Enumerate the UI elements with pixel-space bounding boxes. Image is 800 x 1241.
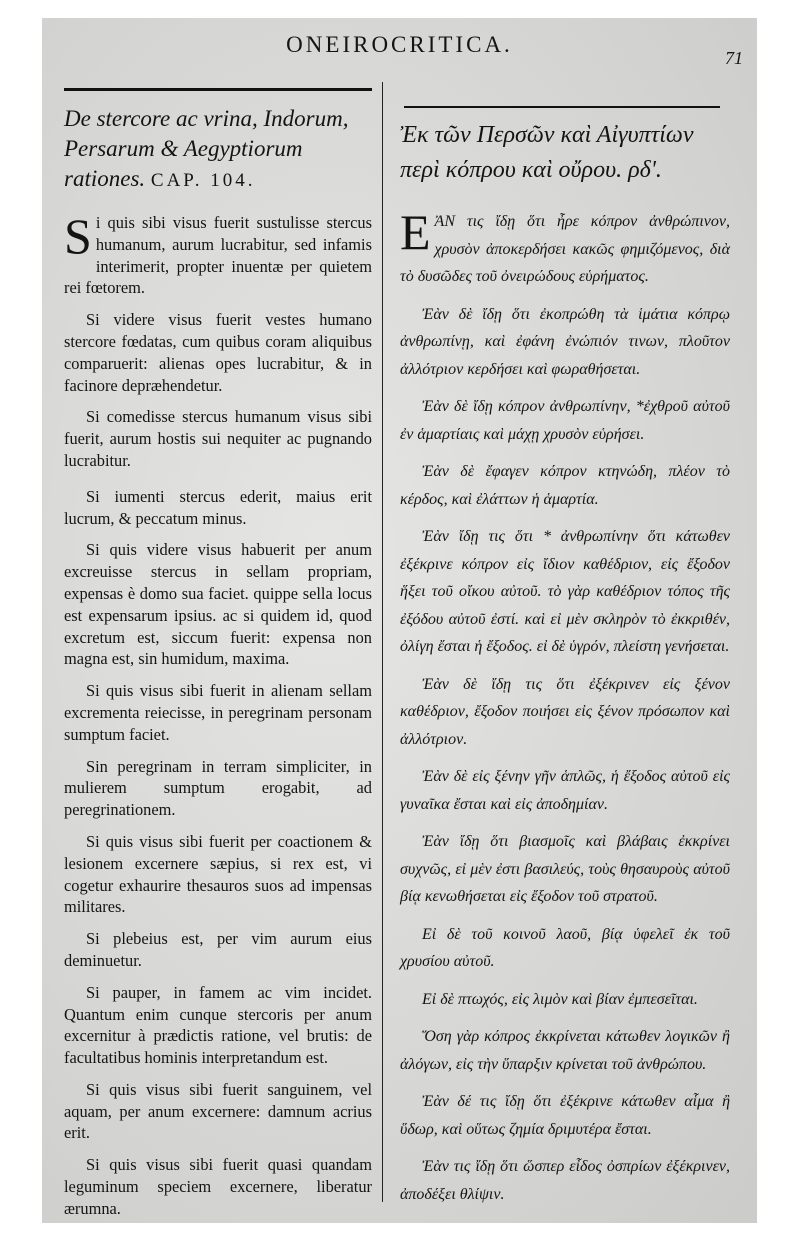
right-title-rule (404, 106, 720, 108)
greek-paragraph: Εἰ δὲ πτωχός, εἰς λιμὸν καὶ βίαν ἐμπεσεῖται. (422, 990, 698, 1008)
chapter-number: CAP. 104. (150, 170, 256, 191)
latin-paragraph: Si quis visus sibi fuerit per coactionem & lesionem excernere sæpius, si rex est, vi cogetur exhaurire thesauros suos ad impensas militares. (64, 831, 372, 917)
latin-paragraph-text: i quis sibi visus fuerit sustulisse stercus humanum, aurum lucrabitur, sed infamis interimerit, propter inuentæ per quietem rei fœtorem. (64, 213, 372, 298)
greek-paragraph: Ἐὰν δὲ ἴδῃ κόπρον ἀνθρωπίνην, *ἐχθροῦ αὐτοῦ ἐν ἁμαρτίαις καὶ μάχῃ χρυσὸν εὑρήσει. (400, 398, 730, 443)
latin-column (64, 104, 372, 1223)
latin-paragraph: Si comedisse stercus humanum visus sibi fuerit, aurum hostis sui nequiter ac pugnando lucrabitur. (64, 407, 372, 470)
greek-paragraph-text: ἈΝ τις ἴδῃ ὅτι ἦρε κόπρον ἀνθρώπινον, χρυσὸν ἀποκερδήσει κακῶς φημιζόμενος, διὰ τὸ δυσῶδες τοῦ ὀνειρώδους εὑρήματος. (400, 213, 730, 285)
greek-paragraph: Ἐὰν δὲ εἰς ξένην γῆν ἁπλῶς, ἡ ἔξοδος αὐτοῦ εἰς γυναῖκα ἔσται καὶ εἰς ἀποδημίαν. (400, 768, 730, 813)
greek-paragraph: Εἰ δὲ τοῦ κοινοῦ λαοῦ, βίᾳ ὑφελεῖ ἐκ τοῦ χρυσίου αὐτοῦ. (400, 925, 730, 970)
latin-paragraph: Si plebeius est, per vim aurum eius deminuetur. (64, 929, 372, 970)
latin-paragraph (64, 208, 372, 299)
greek-dropcap: Ε (400, 204, 431, 260)
latin-paragraph: Si iumenti stercus ederit, maius erit lucrum, & peccatum minus. (64, 486, 372, 528)
latin-chapter-title (64, 104, 372, 196)
greek-paragraph (400, 204, 730, 291)
greek-paragraph: Ἐὰν δὲ ἴδῃ ὅτι ἐκοπρώθη τὰ ἱμάτια κόπρῳ ἀνθρωπίνῃ, καὶ ἐφάνη ἐνώπιόν τινων, πλοῦτον ἀλλότριον κερδήσει καὶ φωραθήσεται. (400, 305, 730, 378)
greek-paragraph: Ἐὰν δὲ ἴδῃ τις ὅτι ἐξέκρινεν εἰς ξένον καθέδριον, ἔξοδον ποιήσει εἰς ξένον πρόσωπον καὶ ἀλλότριον. (400, 675, 730, 748)
greek-column (400, 118, 730, 1218)
latin-paragraph: Si quis videre visus habuerit per anum excreuisse stercus in sellam propriam, expensas è domo sua faciet. quippe sella locus est expensarum ipsius. ac si quidem id, quod excretum est, siccum fuerit: expensa non magna est, sin humidum, maxima. (64, 540, 372, 669)
latin-paragraph: Sin peregrinam in terram simpliciter, in mulierem sumptum erogabit, ad peregrinationem. (64, 756, 372, 820)
latin-paragraph: Si quis visus sibi fuerit sanguinem, vel aquam, per anum excernere: damnum acrius erit. (64, 1079, 372, 1143)
greek-paragraph: Ἐὰν δέ τις ἴδῃ ὅτι ἐξέκρινε κάτωθεν αἷμα ἢ ὕδωρ, καὶ οὕτως ζημία δριμυτέρα ἔσται. (400, 1093, 730, 1138)
latin-paragraph: Si quis visus sibi fuerit in alienam sellam excrementa reiecisse, in peregrinam personam sumptum faciet. (64, 681, 372, 744)
running-title: ONEIROCRITICA. (286, 32, 513, 57)
latin-paragraph: Si quis visus sibi fuerit quasi quandam leguminum speciem excernere, liberatur ærumna. (64, 1155, 372, 1218)
book-page (42, 18, 757, 1223)
greek-paragraph: Ἐὰν ἴδῃ τις ὅτι * ἀνθρωπίνην ὅτι κάτωθεν ἐξέκρινε κόπρον εἰς ἴδιον καθέδριον, εἰς ἔξοδον ἥξει τοῦ οἴκου αὐτοῦ. τὸ γὰρ καθέδριον τόπος τῆς ἐξόδου αὐτοῦ ἐστί. καὶ εἰ μὲν σκληρὸν τὸ ἐκκριθέν, ὀλίγη ἔσται ἡ ἔξοδος. εἰ δὲ ὑγρόν, πλείστη γενήσεται. (400, 528, 730, 655)
page-number: 71 (725, 48, 743, 68)
greek-paragraph: Ἐὰν δὲ ἔφαγεν κόπρον κτηνώδη, πλέον τὸ κέρδος, καὶ ἐλάττων ἡ ἁμαρτία. (400, 463, 730, 508)
left-title-rule (64, 88, 372, 91)
greek-paragraph: Ἐὰν ἴδῃ ὅτι βιασμοῖς καὶ βλάβαις ἐκκρίνει συχνῶς, εἰ μὲν ἐστι βασιλεύς, τοὺς θησαυροὺς αὐτοῦ βίᾳ κενωθήσεται εἰς ἔξοδον τοῦ στρατοῦ. (400, 833, 730, 905)
latin-title-text: De stercore ac vrina, Indorum, Persarum & Aegyptiorum rationes. (64, 106, 349, 191)
greek-paragraph: Ὅση γὰρ κόπρος ἐκκρίνεται κάτωθεν λογικῶν ἢ ἀλόγων, εἰς τὴν ὕπαρξιν κρίνεται τοῦ ἀνθρώπου. (400, 1028, 730, 1073)
column-divider (382, 82, 383, 1202)
latin-dropcap: S (64, 208, 92, 264)
latin-paragraph: Si videre visus fuerit vestes humano stercore fœdatas, cum quibus coram aliquibus comparuerit: alienas opes lucrabitur, & in facinore depræhendetur. (64, 310, 372, 395)
greek-paragraph: Ἐὰν τις ἴδῃ ὅτι ὥσπερ εἶδος ὀσπρίων ἐξέκρινεν, ἀποδέξει θλίψιν. (400, 1158, 730, 1203)
latin-paragraph: Si pauper, in famem ac vim incidet. Quantum enim cunque stercoris per anum excernitur à prædictis ratione, vel brutis: de facultatibus hominis interpretandum est. (64, 982, 372, 1068)
greek-chapter-title: Ἐκ τῶν Περσῶν καὶ Αἰγυπτίων περὶ κόπρου καὶ οὔρου. ρδ'. (400, 122, 694, 183)
